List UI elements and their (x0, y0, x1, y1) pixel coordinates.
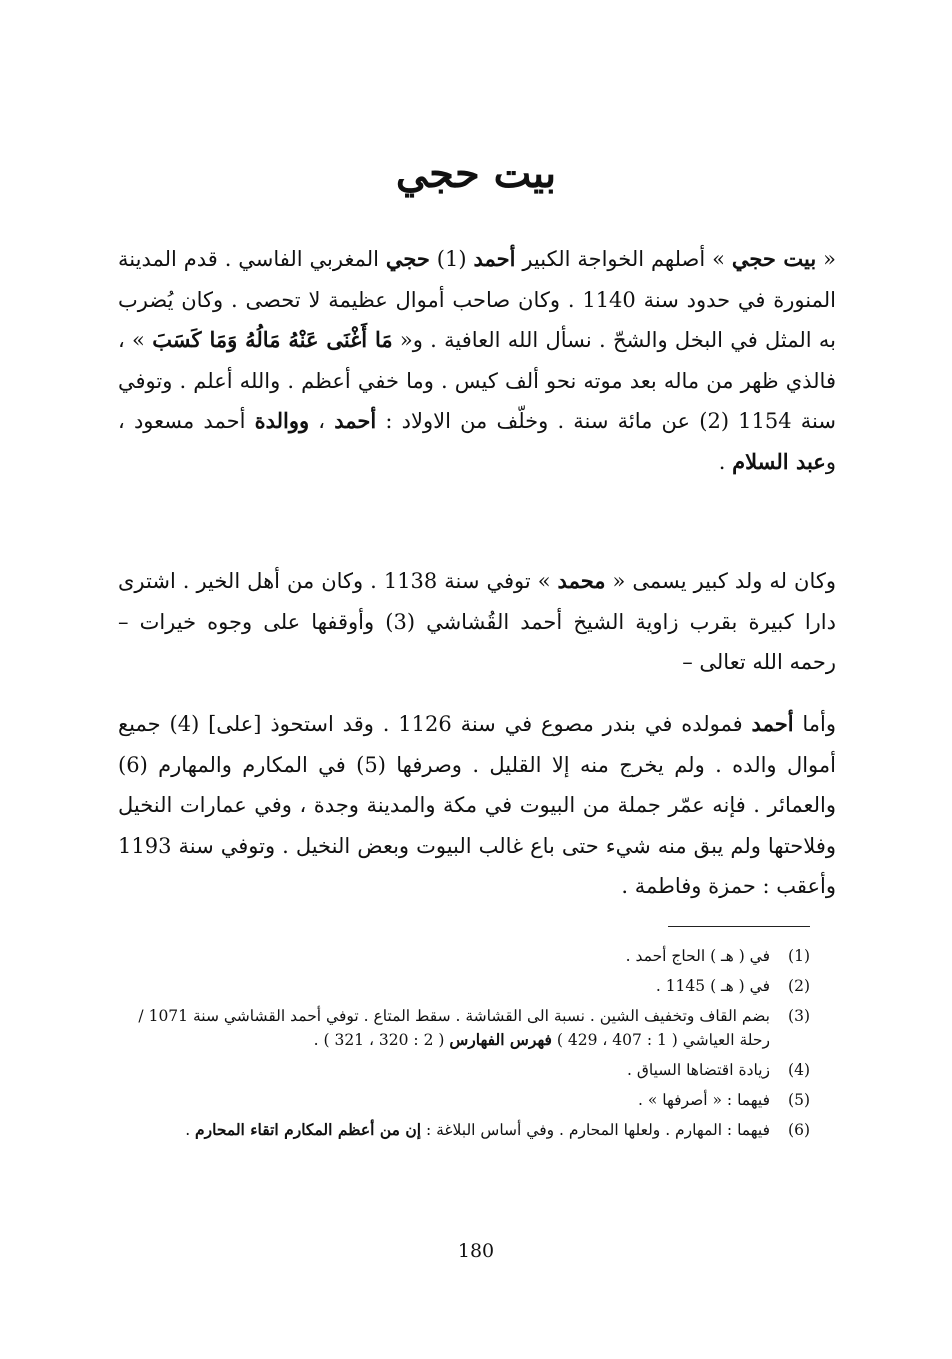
p1-bold: بيت حجي (731, 246, 817, 271)
footnote-text (130, 1118, 770, 1142)
p1-quran-quote: مَا أَغْنَى عَنْهُ مَالُهُ وَمَا كَسَبَ (152, 327, 393, 353)
footnotes (130, 944, 810, 1148)
footnote-text (130, 944, 770, 968)
p3-bold: أحمد (751, 711, 794, 736)
footnote-segment: في ( هـ ) الحاج أحمد . (625, 947, 770, 965)
footnote-number: (1) (788, 947, 810, 965)
p1-text: « (816, 247, 836, 271)
footnote-segment: فيهما : المهارم . ولعلها المحارم . وفي أساس البلاغة : (421, 1121, 770, 1139)
footnote-text (130, 1088, 770, 1112)
footnote-segment: زيادة اقتضاها السياق . (627, 1061, 770, 1079)
paragraph-1 (118, 239, 836, 483)
paragraph-2 (118, 561, 836, 683)
p2-bold: محمد (557, 568, 606, 593)
p1-bold: عبد السلام (732, 448, 826, 474)
page-title: بيت حجي (395, 150, 557, 197)
footnote-text (130, 1058, 770, 1082)
footnote-item (130, 1088, 810, 1112)
footnote-bold: فهرس الفهارس (449, 1030, 552, 1049)
footnote-number: (4) (788, 1061, 810, 1079)
footnote-text (130, 974, 770, 998)
p1-bold: ووالدة (254, 408, 310, 434)
footnote-item (130, 1118, 810, 1142)
paragraph-3 (118, 704, 836, 907)
footnote-number: (2) (788, 977, 810, 995)
footnote-segment: بضم القاف وتخفيف الشين . نسبة الى القشاشة . سقط المتاع . توفي أحمد القشاشي سنة 1071 / رحلة العياشي ( 1 : 407 ، 429 ) (138, 1007, 770, 1049)
p1-text: (1) (429, 247, 474, 271)
footnote-number: (5) (788, 1091, 810, 1109)
p3-text: فمولده في بندر مصوع في سنة 1126 . وقد استحوذ [على] (4) جميع أموال والده . ولم يخرج منه إلا القليل . وصرفها (5) في المكارم والمهارم (6) والعمائر . فإنه عمّر جملة من البيوت في مكة والمدينة وجدة ، وفي عمارات النخيل وفلاحتها ولم يبق منه شيء حتى باع غالب البيوت وبعض النخيل . وتوفي سنة 1193 وأعقب : حمزة وفاطمة . (118, 712, 836, 899)
footnote-bold: إن من أعظم المكارم اتقاء المحارم (195, 1120, 422, 1139)
p1-bold: أحمد (473, 246, 516, 271)
footnote-segment: في ( هـ ) 1145 . (655, 977, 770, 995)
footnote-divider (668, 926, 810, 927)
p1-text: ، (309, 409, 335, 434)
p1-text: » ، فالذي ظهر من ماله بعد موته نحو ألف كيس . وما خفي أعظم . والله أعلم . وتوفي سنة 1154 (2) عن مائة سنة . وخلّف من الاولاد : (118, 328, 836, 434)
p1-text: المغربي الفاسي . قدم المدينة المنورة في حدود سنة 1140 . وكان صاحب أموال عظيمة لا تحصى . وكان يُضرب به المثل في البخل والشحّ . نسأل الله العافية . و« (118, 247, 837, 353)
footnote-segment: فيهما : « أصرفها » . (638, 1091, 770, 1109)
p2-text: » توفي سنة 1138 . وكان من أهل الخير . اشترى دارا كبيرة بقرب زاوية الشيخ أحمد القُشاشي (3) وأوقفها على وجوه خيرات – رحمه الله تعالى – (118, 569, 836, 675)
footnote-text (130, 1004, 770, 1052)
page-number: 180 (457, 1240, 495, 1262)
footnote-item (130, 974, 810, 998)
p3-text: وأما (793, 712, 836, 736)
p1-text: أحمد مسعود ، و (118, 409, 836, 474)
footnote-number: (3) (788, 1007, 810, 1025)
footnote-number: (6) (788, 1121, 810, 1139)
footnote-item (130, 944, 810, 968)
p1-bold: أحمد (334, 408, 377, 434)
footnote-segment: ( 2 : 320 ، 321 ) . (313, 1031, 450, 1049)
footnote-item (130, 1058, 810, 1082)
footnote-segment: . (185, 1121, 196, 1139)
p1-text: . (718, 449, 733, 474)
footnote-item (130, 1004, 810, 1052)
p2-text: وكان له ولد كبير يسمى « (605, 569, 836, 593)
p1-text: » أصلهم الخواجة الكبير (515, 247, 732, 271)
p1-bold: حجي (385, 246, 430, 271)
